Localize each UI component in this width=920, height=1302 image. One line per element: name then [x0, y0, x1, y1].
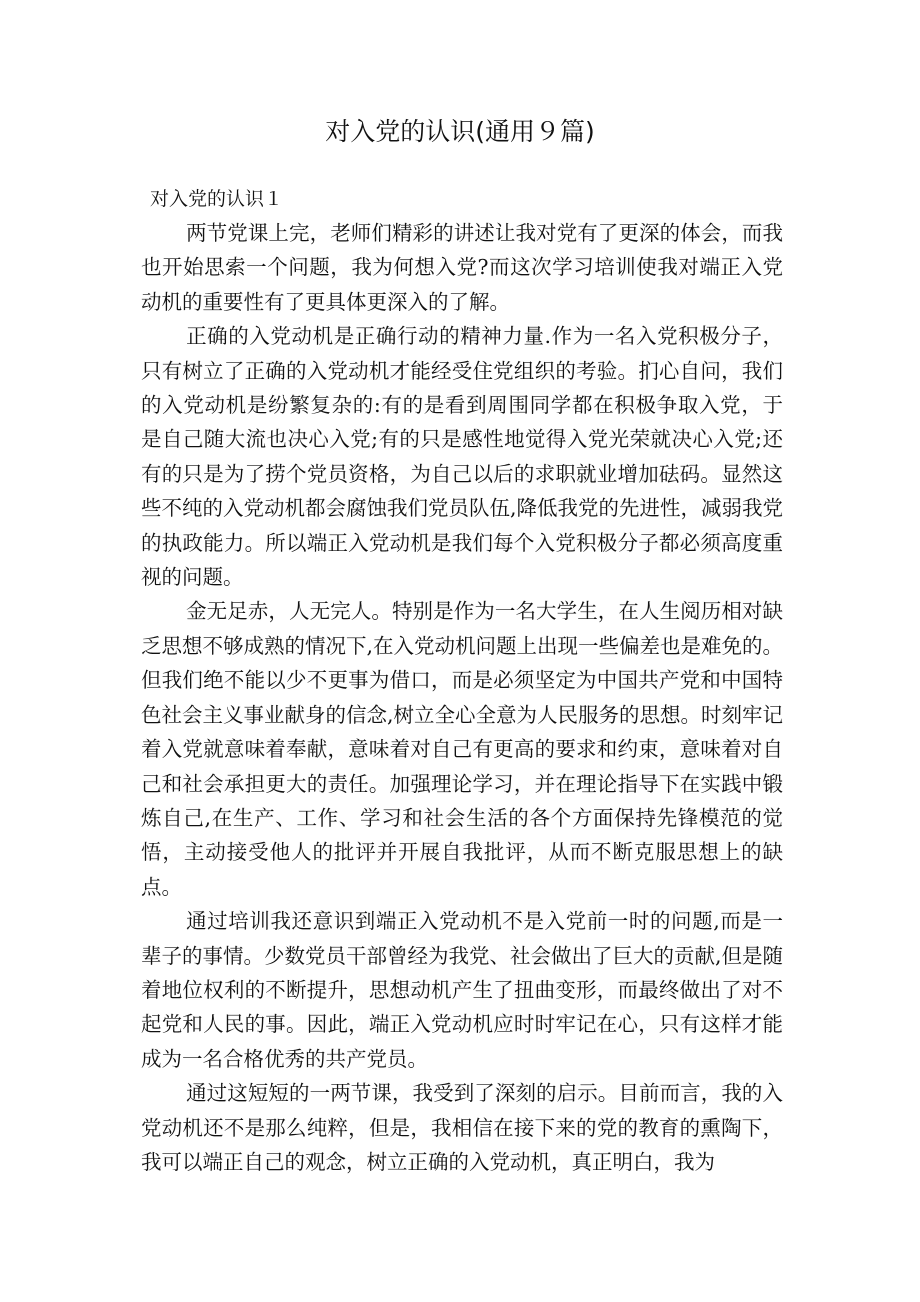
document-title: 对入党的认识(通用９篇) — [325, 117, 595, 146]
paragraph: 通过这短短的一两节课，我受到了深刻的启示。目前而言，我的入党动机还不是那么纯粹，但是，我相信在接下来的党的教育的熏陶下，我可以端正自己的观念，树立正确的入党动机，真正明白，我为 — [141, 1081, 783, 1174]
paragraph: 正确的入党动机是正确行动的精神力量.作为一名入党积极分子，只有树立了正确的入党动机才能经受住党组织的考验。扪心自问，我们的入党动机是纷繁复杂的:有的是看到周围同学都在积极争取入党，于是自己随大流也决心入党;有的只是感性地觉得入党光荣就决心入党;还有的只是为了捞个党员资格，为自己以后的求职就业增加砝码。显然这些不纯的入党动机都会腐蚀我们党员队伍,降低我党的先进性，减弱我党的执政能力。所以端正入党动机是我们每个入党积极分子都必须高度重视的问题。 — [141, 324, 784, 590]
section-heading: 对入党的认识１ — [150, 188, 284, 210]
paragraph: 两节党课上完，老师们精彩的讲述让我对党有了更深的体会，而我也开始思索一个问题，我为何想入党?而这次学习培训使我对端正入党动机的重要性有了更具体更深入的了解。 — [141, 221, 783, 314]
paragraph: 金无足赤，人无完人。特别是作为一名大学生，在人生阅历相对缺乏思想不够成熟的情况下,在入党动机问题上出现一些偏差也是难免的。但我们绝不能以少不更事为借口，而是必须坚定为中国共产党和中国特色社会主义事业献身的信念,树立全心全意为人民服务的思想。时刻牢记着入党就意味着奉献，意味着对自己有更高的要求和约束，意味着对自己和社会承担更大的责任。加强理论学习，并在理论指导下在实践中锻炼自己,在生产、工作、学习和社会生活的各个方面保持先锋模范的觉悟，主动接受他人的批评并开展自我批评，从而不断克服思想上的缺点。 — [141, 599, 784, 899]
document-body — [141, 216, 783, 1179]
paragraph: 通过培训我还意识到端正入党动机不是入党前一时的问题,而是一辈子的事情。少数党员干部曾经为我党、社会做出了巨大的贡献,但是随着地位权利的不断提升，思想动机产生了扭曲变形，而最终做出了对不起党和人民的事。因此，端正入党动机应时时牢记在心，只有这样才能成为一名合格优秀的共产党员。 — [141, 909, 784, 1071]
